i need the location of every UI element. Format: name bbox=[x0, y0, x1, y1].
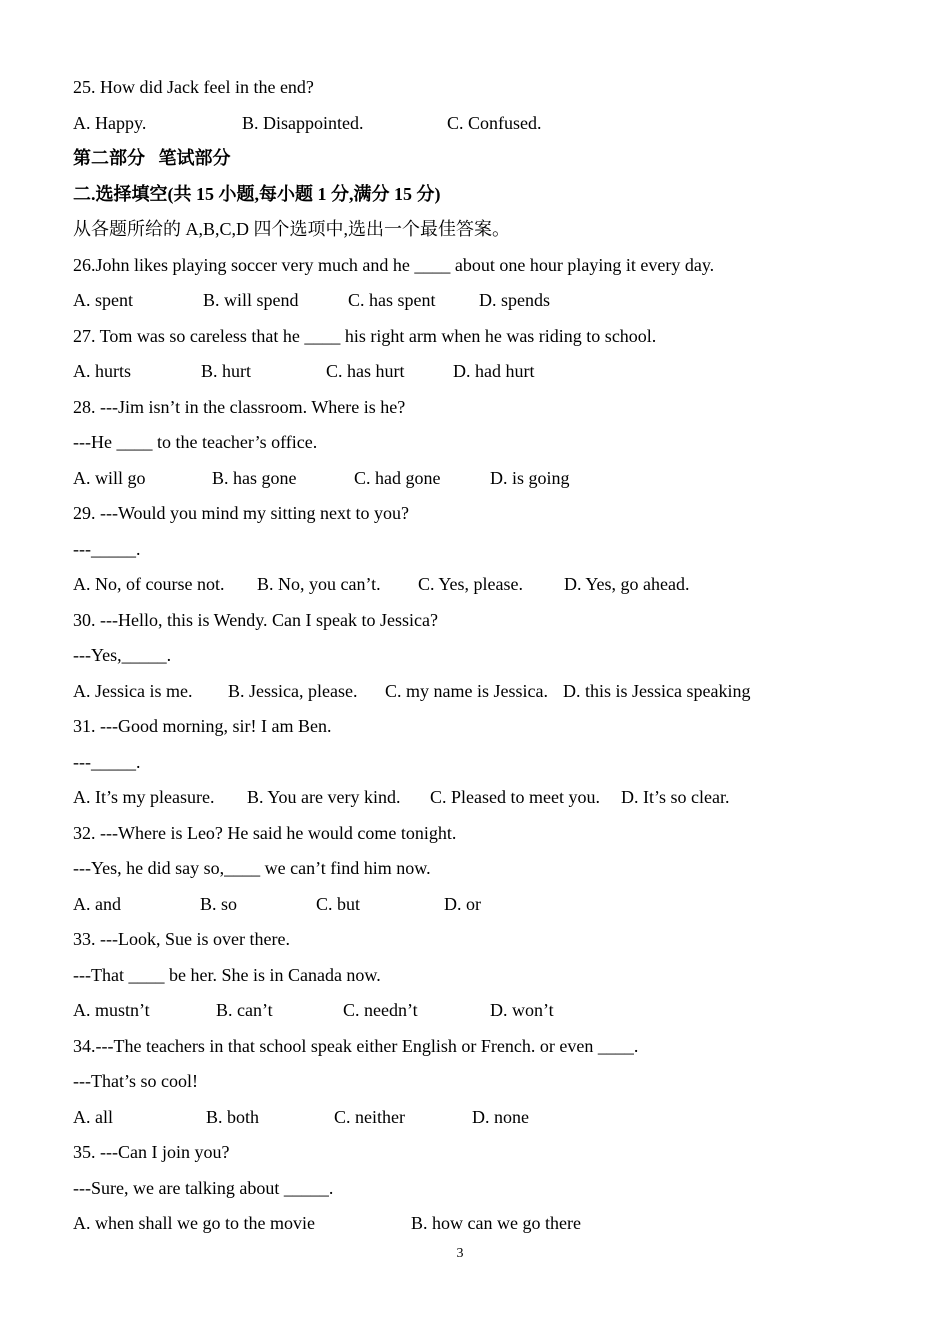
q35-options bbox=[73, 1206, 893, 1242]
q32-option-d: D. or bbox=[444, 893, 481, 914]
q33-reply: ---That ____ be her. She is in Canada now. bbox=[73, 964, 381, 985]
q30-options bbox=[73, 674, 893, 710]
q31-stem: 31. ---Good morning, sir! I am Ben. bbox=[73, 716, 332, 736]
q27-option-d: D. had hurt bbox=[453, 361, 535, 381]
part2-heading: 第二部分 笔试部分 bbox=[73, 148, 231, 168]
q33-option-d: D. won’t bbox=[490, 1000, 554, 1020]
q28-option-d: D. is going bbox=[490, 467, 570, 488]
q34-option-c: C. neither bbox=[334, 1106, 405, 1127]
q29-option-a: A. No, of course not. bbox=[73, 574, 225, 594]
q29-reply: ---_____. bbox=[73, 538, 141, 559]
q27-stem: 27. Tom was so careless that he ____ his right arm when he was riding to school. bbox=[73, 325, 657, 346]
section2-instruction: 从各题所给的 A,B,C,D 四个选项中,选出一个最佳答案。 bbox=[73, 219, 511, 239]
q34-option-b: B. both bbox=[206, 1106, 260, 1127]
page-number: 3 bbox=[456, 1246, 464, 1261]
q29-option-c: C. Yes, please. bbox=[418, 574, 524, 594]
q27-options bbox=[73, 354, 893, 390]
q25-stem: 25. How did Jack feel in the end? bbox=[73, 77, 314, 97]
q29-option-d: D. Yes, go ahead. bbox=[564, 574, 690, 594]
q32-options bbox=[73, 887, 893, 923]
q32-reply: ---Yes, he did say so,____ we can’t find him now. bbox=[73, 858, 431, 878]
q30-option-c: C. my name is Jessica. bbox=[385, 680, 548, 701]
q29-option-b: B. No, you can’t. bbox=[257, 574, 381, 594]
q33-options bbox=[73, 993, 893, 1029]
q30-option-b: B. Jessica, please. bbox=[228, 680, 358, 701]
q29-stem: 29. ---Would you mind my sitting next to you? bbox=[73, 503, 410, 523]
q34-reply: ---That’s so cool! bbox=[73, 1071, 198, 1091]
q35-option-b: B. how can we go there bbox=[411, 1213, 581, 1233]
q25-option-b: B. Disappointed. bbox=[242, 112, 364, 133]
q26-option-d: D. spends bbox=[479, 290, 550, 310]
q29-options bbox=[73, 567, 893, 603]
q35-stem: 35. ---Can I join you? bbox=[73, 1142, 230, 1162]
q30-option-a: A. Jessica is me. bbox=[73, 680, 193, 701]
q30-reply: ---Yes,_____. bbox=[73, 645, 172, 665]
q35-option-a: A. when shall we go to the movie bbox=[73, 1213, 315, 1233]
q27-option-c: C. has hurt bbox=[326, 361, 405, 381]
q31-option-c: C. Pleased to meet you. bbox=[430, 787, 600, 807]
q26-option-b: B. will spend bbox=[203, 290, 299, 310]
q25-option-c: C. Confused. bbox=[447, 112, 542, 133]
q27-option-a: A. hurts bbox=[73, 361, 131, 381]
q25-option-a: A. Happy. bbox=[73, 112, 147, 133]
q34-option-a: A. all bbox=[73, 1106, 113, 1127]
q26-option-a: A. spent bbox=[73, 290, 133, 310]
q28-option-b: B. has gone bbox=[212, 467, 297, 488]
q28-option-c: C. had gone bbox=[354, 467, 441, 488]
section2-heading: 二.选择填空(共 15 小题,每小题 1 分,满分 15 分) bbox=[73, 183, 441, 204]
q34-stem: 34.---The teachers in that school speak either English or French. or even ____. bbox=[73, 1035, 639, 1056]
q28-option-a: A. will go bbox=[73, 467, 146, 488]
q30-stem: 30. ---Hello, this is Wendy. Can I speak to Jessica? bbox=[73, 609, 438, 630]
q32-option-b: B. so bbox=[200, 893, 238, 914]
q31-reply: ---_____. bbox=[73, 751, 141, 772]
document-page bbox=[73, 70, 893, 1242]
q31-option-d: D. It’s so clear. bbox=[621, 787, 730, 807]
q31-option-b: B. You are very kind. bbox=[247, 787, 401, 807]
q35-reply: ---Sure, we are talking about _____. bbox=[73, 1177, 334, 1198]
q31-option-a: A. It’s my pleasure. bbox=[73, 787, 215, 807]
q33-option-c: C. needn’t bbox=[343, 1000, 418, 1020]
q27-option-b: B. hurt bbox=[201, 361, 252, 381]
q30-option-d: D. this is Jessica speaking bbox=[563, 680, 751, 701]
q28-stem: 28. ---Jim isn’t in the classroom. Where is he? bbox=[73, 396, 406, 417]
q34-option-d: D. none bbox=[472, 1106, 529, 1127]
q28-reply: ---He ____ to the teacher’s office. bbox=[73, 432, 318, 452]
q26-option-c: C. has spent bbox=[348, 290, 436, 310]
q32-option-c: C. but bbox=[316, 893, 361, 914]
q32-stem: 32. ---Where is Leo? He said he would come tonight. bbox=[73, 822, 457, 843]
q33-option-b: B. can’t bbox=[216, 1000, 273, 1020]
q34-options bbox=[73, 1100, 893, 1136]
q26-options bbox=[73, 283, 893, 319]
q33-stem: 33. ---Look, Sue is over there. bbox=[73, 929, 290, 949]
q33-option-a: A. mustn’t bbox=[73, 1000, 150, 1020]
q26-stem: 26.John likes playing soccer very much and he ____ about one hour playing it every day. bbox=[73, 254, 715, 275]
q31-options bbox=[73, 780, 893, 816]
q25-options bbox=[73, 106, 893, 142]
q28-options bbox=[73, 461, 893, 497]
q32-option-a: A. and bbox=[73, 893, 121, 914]
